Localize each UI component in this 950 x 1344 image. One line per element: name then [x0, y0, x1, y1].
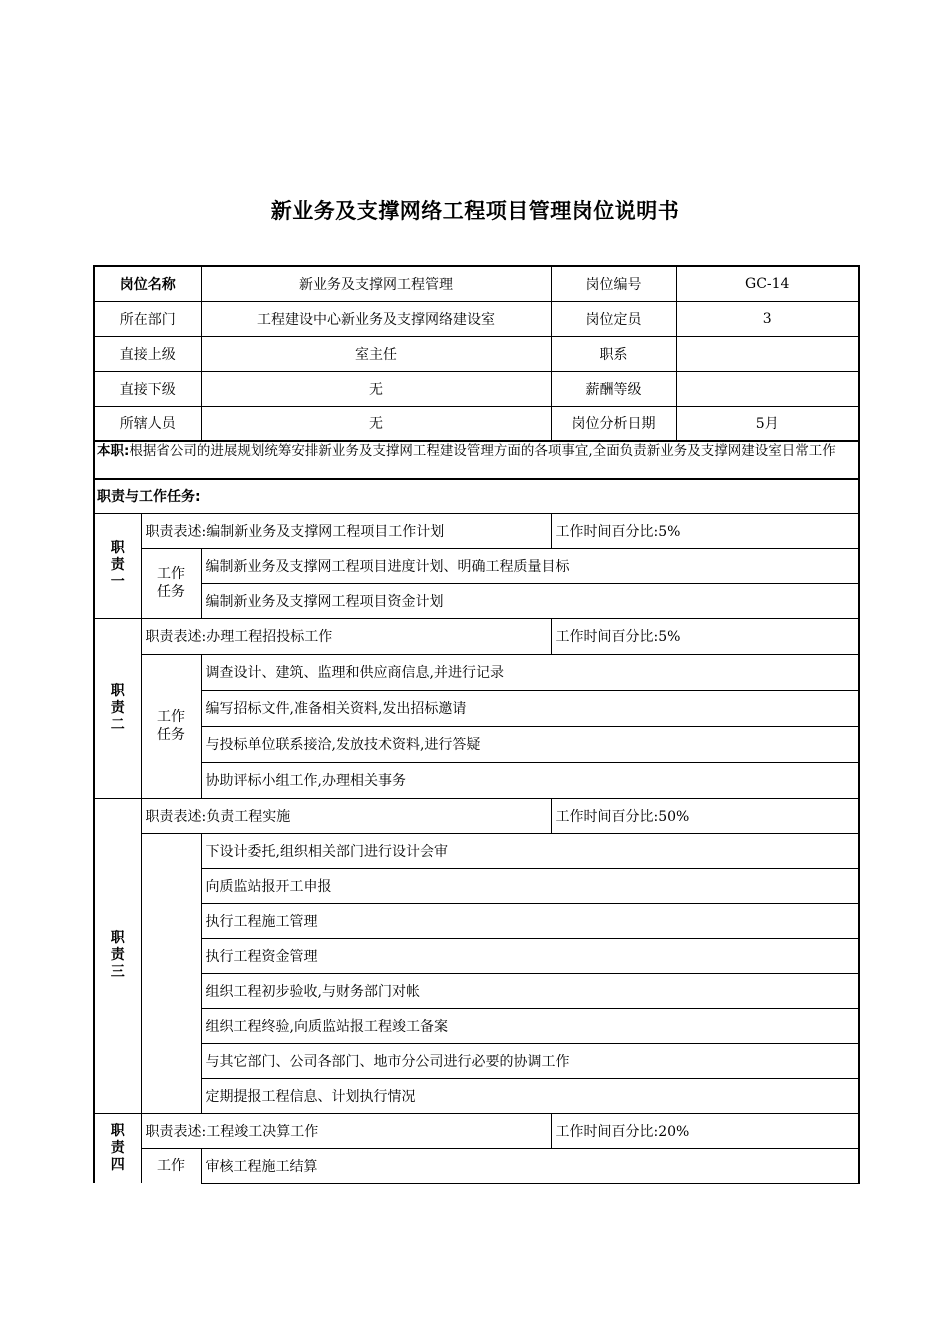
duties-header: 职责与工作任务:	[94, 479, 859, 513]
duty-3-task: 组织工程初步验收,与财务部门对帐	[201, 973, 859, 1008]
post-no-label: 岗位编号	[551, 266, 676, 301]
quota-label: 岗位定员	[551, 301, 676, 336]
duty-4-task-label: 工作	[141, 1148, 201, 1183]
subordinate-value: 无	[201, 371, 551, 406]
series-label: 职系	[551, 336, 676, 371]
duty-4-label: 职 责 四	[94, 1113, 141, 1183]
duty-3-task: 与其它部门、公司各部门、地市分公司进行必要的协调工作	[201, 1043, 859, 1078]
post-name-label: 岗位名称	[94, 266, 201, 301]
duty-3-task-label	[141, 833, 201, 1113]
duty-3-time-percent: 工作时间百分比:50%	[551, 798, 859, 833]
duty-1-task: 编制新业务及支撑网工程项目进度计划、明确工程质量目标	[201, 548, 859, 583]
job-summary-text: 根据省公司的进展规划统筹安排新业务及支撑网工程建设管理方面的各项事宜,全面负责新业务及支撑网建设室日常工作	[129, 443, 836, 459]
duty-3-description: 职责表述:负责工程实施	[141, 798, 551, 833]
duty-3-task: 向质监站报开工申报	[201, 868, 859, 903]
salary-label: 薪酬等级	[551, 371, 676, 406]
duty-1-label: 职 责 一	[94, 513, 141, 618]
duty-2-description: 职责表述:办理工程招投标工作	[141, 618, 551, 654]
duty-1-description: 职责表述:编制新业务及支撑网工程项目工作计划	[141, 513, 551, 548]
dept-label: 所在部门	[94, 301, 201, 336]
duty-3-task: 执行工程资金管理	[201, 938, 859, 973]
job-summary-label: 本职:	[97, 443, 130, 459]
duty-3-task: 下设计委托,组织相关部门进行设计会审	[201, 833, 859, 868]
duty-2-task-label: 工作 任务	[141, 654, 201, 798]
duty-1-task-label: 工作 任务	[141, 548, 201, 618]
job-description-table	[93, 265, 860, 1184]
dept-value: 工程建设中心新业务及支撑网络建设室	[201, 301, 551, 336]
staff-label: 所辖人员	[94, 406, 201, 441]
duty-2-task: 与投标单位联系接洽,发放技术资料,进行答疑	[201, 726, 859, 762]
document-title: 新业务及支撑网络工程项目管理岗位说明书	[270, 199, 680, 223]
post-no-value: GC-14	[676, 266, 859, 301]
duty-1-time-percent: 工作时间百分比:5%	[551, 513, 859, 548]
post-name-value: 新业务及支撑网工程管理	[201, 266, 551, 301]
quota-value: 3	[676, 301, 859, 336]
duty-4-description: 职责表述:工程竣工决算工作	[141, 1113, 551, 1148]
duty-3-task: 执行工程施工管理	[201, 903, 859, 938]
duty-2-task: 协助评标小组工作,办理相关事务	[201, 762, 859, 798]
superior-label: 直接上级	[94, 336, 201, 371]
series-value	[676, 336, 859, 371]
duty-4-task: 审核工程施工结算	[201, 1148, 859, 1183]
duty-3-task: 定期提报工程信息、计划执行情况	[201, 1078, 859, 1113]
duty-3-task: 组织工程终验,向质监站报工程竣工备案	[201, 1008, 859, 1043]
subordinate-label: 直接下级	[94, 371, 201, 406]
duty-1-task: 编制新业务及支撑网工程项目资金计划	[201, 583, 859, 618]
analysis-date-value: 5月	[676, 406, 859, 441]
duty-3-label: 职 责 三	[94, 798, 141, 1113]
staff-value: 无	[201, 406, 551, 441]
duty-4-time-percent: 工作时间百分比:20%	[551, 1113, 859, 1148]
superior-value: 室主任	[201, 336, 551, 371]
duty-2-task: 调查设计、建筑、监理和供应商信息,并进行记录	[201, 654, 859, 690]
salary-value	[676, 371, 859, 406]
analysis-date-label: 岗位分析日期	[551, 406, 676, 441]
duty-2-task: 编写招标文件,准备相关资料,发出招标邀请	[201, 690, 859, 726]
job-summary	[94, 441, 859, 479]
duty-2-label: 职 责 二	[94, 618, 141, 798]
duty-2-time-percent: 工作时间百分比:5%	[551, 618, 859, 654]
